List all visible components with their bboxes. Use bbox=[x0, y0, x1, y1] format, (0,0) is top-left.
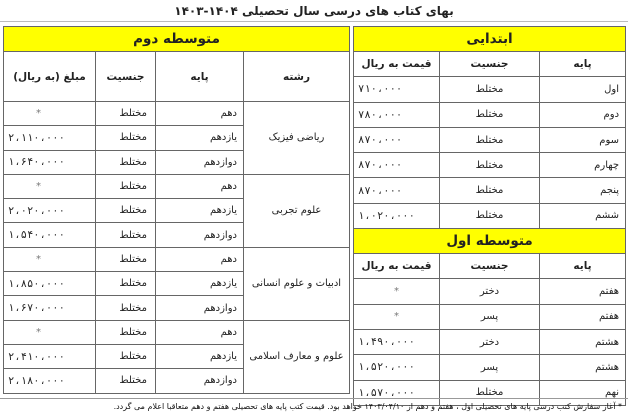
grade-cell: هفتم bbox=[540, 279, 626, 304]
primary-header-row bbox=[354, 52, 626, 77]
price-cell: ۱،۵۷۰،۰۰۰ bbox=[354, 380, 440, 405]
gender-cell: مختلط bbox=[96, 272, 156, 296]
gender-cell: مختلط bbox=[96, 150, 156, 174]
price-cell: ۲،۱۸۰،۰۰۰ bbox=[4, 369, 96, 393]
column-header: مبلغ (به ریال) bbox=[4, 52, 96, 102]
price-cell: ۱،۰۲۰،۰۰۰ bbox=[354, 203, 440, 228]
middle2-heading: متوسطه دوم bbox=[4, 27, 350, 52]
column-header: رشته bbox=[244, 52, 350, 102]
price-cell: ۱،۵۴۰،۰۰۰ bbox=[4, 223, 96, 247]
price-cell: ۱،۴۹۰،۰۰۰ bbox=[354, 329, 440, 354]
table-row bbox=[354, 203, 626, 228]
price-cell: ۸۷۰،۰۰۰ bbox=[354, 127, 440, 152]
page-title: بهای کتاب های درسی سال تحصیلی ۱۴۰۴-۱۴۰۳ bbox=[0, 0, 628, 22]
middle1-banner-row bbox=[354, 229, 626, 254]
gender-cell: مختلط bbox=[440, 153, 540, 178]
middle2-banner-row bbox=[4, 27, 350, 52]
grade-cell: یازدهم bbox=[156, 199, 244, 223]
price-cell: ۷۸۰،۰۰۰ bbox=[354, 102, 440, 127]
price-cell: ۷۱۰،۰۰۰ bbox=[354, 77, 440, 102]
gender-cell: مختلط bbox=[440, 203, 540, 228]
column-header: قیمت به ریال bbox=[354, 52, 440, 77]
price-cell: ۲،۴۱۰،۰۰۰ bbox=[4, 344, 96, 368]
gender-cell: مختلط bbox=[440, 380, 540, 405]
grade-cell: یازدهم bbox=[156, 272, 244, 296]
gender-cell: مختلط bbox=[440, 127, 540, 152]
grade-cell: دوازدهم bbox=[156, 223, 244, 247]
grade-cell: دهم bbox=[156, 320, 244, 344]
table-row bbox=[4, 102, 350, 126]
stream-name-cell: علوم تجربی bbox=[244, 174, 350, 247]
gender-cell: مختلط bbox=[96, 344, 156, 368]
grade-cell: دوازدهم bbox=[156, 150, 244, 174]
grade-cell: سوم bbox=[540, 127, 626, 152]
table-row bbox=[354, 127, 626, 152]
price-cell: ۱،۵۲۰،۰۰۰ bbox=[354, 355, 440, 380]
table-row bbox=[4, 320, 350, 344]
grade-cell: دهم bbox=[156, 247, 244, 271]
column-header: پایه bbox=[540, 52, 626, 77]
middle1-heading: متوسطه اول bbox=[354, 229, 626, 254]
gender-cell: پسر bbox=[440, 304, 540, 329]
grade-cell: دوم bbox=[540, 102, 626, 127]
grade-cell: یازدهم bbox=[156, 126, 244, 150]
gender-cell: مختلط bbox=[96, 199, 156, 223]
gender-cell: پسر bbox=[440, 355, 540, 380]
primary-heading: ابتدایی bbox=[354, 27, 626, 52]
table-row bbox=[354, 304, 626, 329]
gender-cell: مختلط bbox=[96, 126, 156, 150]
column-header: جنسیت bbox=[440, 254, 540, 279]
column-header: پایه bbox=[540, 254, 626, 279]
grade-cell: دهم bbox=[156, 174, 244, 198]
column-header: جنسیت bbox=[440, 52, 540, 77]
grade-cell: پنجم bbox=[540, 178, 626, 203]
price-cell: ۱،۸۵۰،۰۰۰ bbox=[4, 272, 96, 296]
grade-cell: دهم bbox=[156, 102, 244, 126]
price-cell: * bbox=[4, 247, 96, 271]
grade-cell: یازدهم bbox=[156, 344, 244, 368]
price-cell: * bbox=[4, 320, 96, 344]
price-cell: ۲،۱۱۰،۰۰۰ bbox=[4, 126, 96, 150]
footnote: * آغاز سفارش کتب درسی پایه های تحصیلی اول ، هفتم و دهم از ۱۴۰۳/۰۴/۱۰ خواهد بود. قیمت کتب پایه های تحصیلی هفتم و دهم متعاقبا اعلام می گردد. bbox=[0, 398, 628, 415]
column-header: پایه bbox=[156, 52, 244, 102]
gender-cell: مختلط bbox=[96, 102, 156, 126]
column-header: جنسیت bbox=[96, 52, 156, 102]
stream-name-cell: ریاضی فیزیک bbox=[244, 102, 350, 175]
price-cell: * bbox=[354, 304, 440, 329]
grade-cell: ششم bbox=[540, 203, 626, 228]
price-cell: ۸۷۰،۰۰۰ bbox=[354, 153, 440, 178]
grade-cell: هشتم bbox=[540, 329, 626, 354]
price-cell: ۸۷۰،۰۰۰ bbox=[354, 178, 440, 203]
grade-cell: هشتم bbox=[540, 355, 626, 380]
gender-cell: مختلط bbox=[440, 102, 540, 127]
gender-cell: مختلط bbox=[96, 296, 156, 320]
price-cell: * bbox=[4, 102, 96, 126]
table-row bbox=[354, 178, 626, 203]
table-row bbox=[354, 355, 626, 380]
grade-cell: دوازدهم bbox=[156, 296, 244, 320]
grade-cell: چهارم bbox=[540, 153, 626, 178]
price-cell: ۲،۰۲۰،۰۰۰ bbox=[4, 199, 96, 223]
gender-cell: مختلط bbox=[96, 174, 156, 198]
primary-and-middle1-price-table bbox=[353, 26, 626, 406]
stream-name-cell: ادبیات و علوم انسانی bbox=[244, 247, 350, 320]
stream-name-cell: علوم و معارف اسلامی bbox=[244, 320, 350, 393]
grade-cell: اول bbox=[540, 77, 626, 102]
price-cell: ۱،۶۷۰،۰۰۰ bbox=[4, 296, 96, 320]
grade-cell: هفتم bbox=[540, 304, 626, 329]
middle1-header-row bbox=[354, 254, 626, 279]
primary-banner-row bbox=[354, 27, 626, 52]
table-row bbox=[354, 77, 626, 102]
table-row bbox=[354, 279, 626, 304]
column-header: قیمت به ریال bbox=[354, 254, 440, 279]
table-row bbox=[4, 247, 350, 271]
table-row bbox=[354, 102, 626, 127]
gender-cell: مختلط bbox=[440, 178, 540, 203]
middle2-price-table bbox=[3, 26, 350, 394]
gender-cell: مختلط bbox=[96, 223, 156, 247]
price-cell: * bbox=[4, 174, 96, 198]
middle2-header-row bbox=[4, 52, 350, 102]
price-cell: * bbox=[354, 279, 440, 304]
grade-cell: نهم bbox=[540, 380, 626, 405]
table-row bbox=[354, 329, 626, 354]
price-cell: ۱،۶۴۰،۰۰۰ bbox=[4, 150, 96, 174]
gender-cell: مختلط bbox=[96, 247, 156, 271]
gender-cell: مختلط bbox=[440, 77, 540, 102]
gender-cell: دختر bbox=[440, 279, 540, 304]
gender-cell: مختلط bbox=[96, 320, 156, 344]
gender-cell: دختر bbox=[440, 329, 540, 354]
table-row bbox=[4, 174, 350, 198]
table-row bbox=[354, 153, 626, 178]
grade-cell: دوازدهم bbox=[156, 369, 244, 393]
gender-cell: مختلط bbox=[96, 369, 156, 393]
